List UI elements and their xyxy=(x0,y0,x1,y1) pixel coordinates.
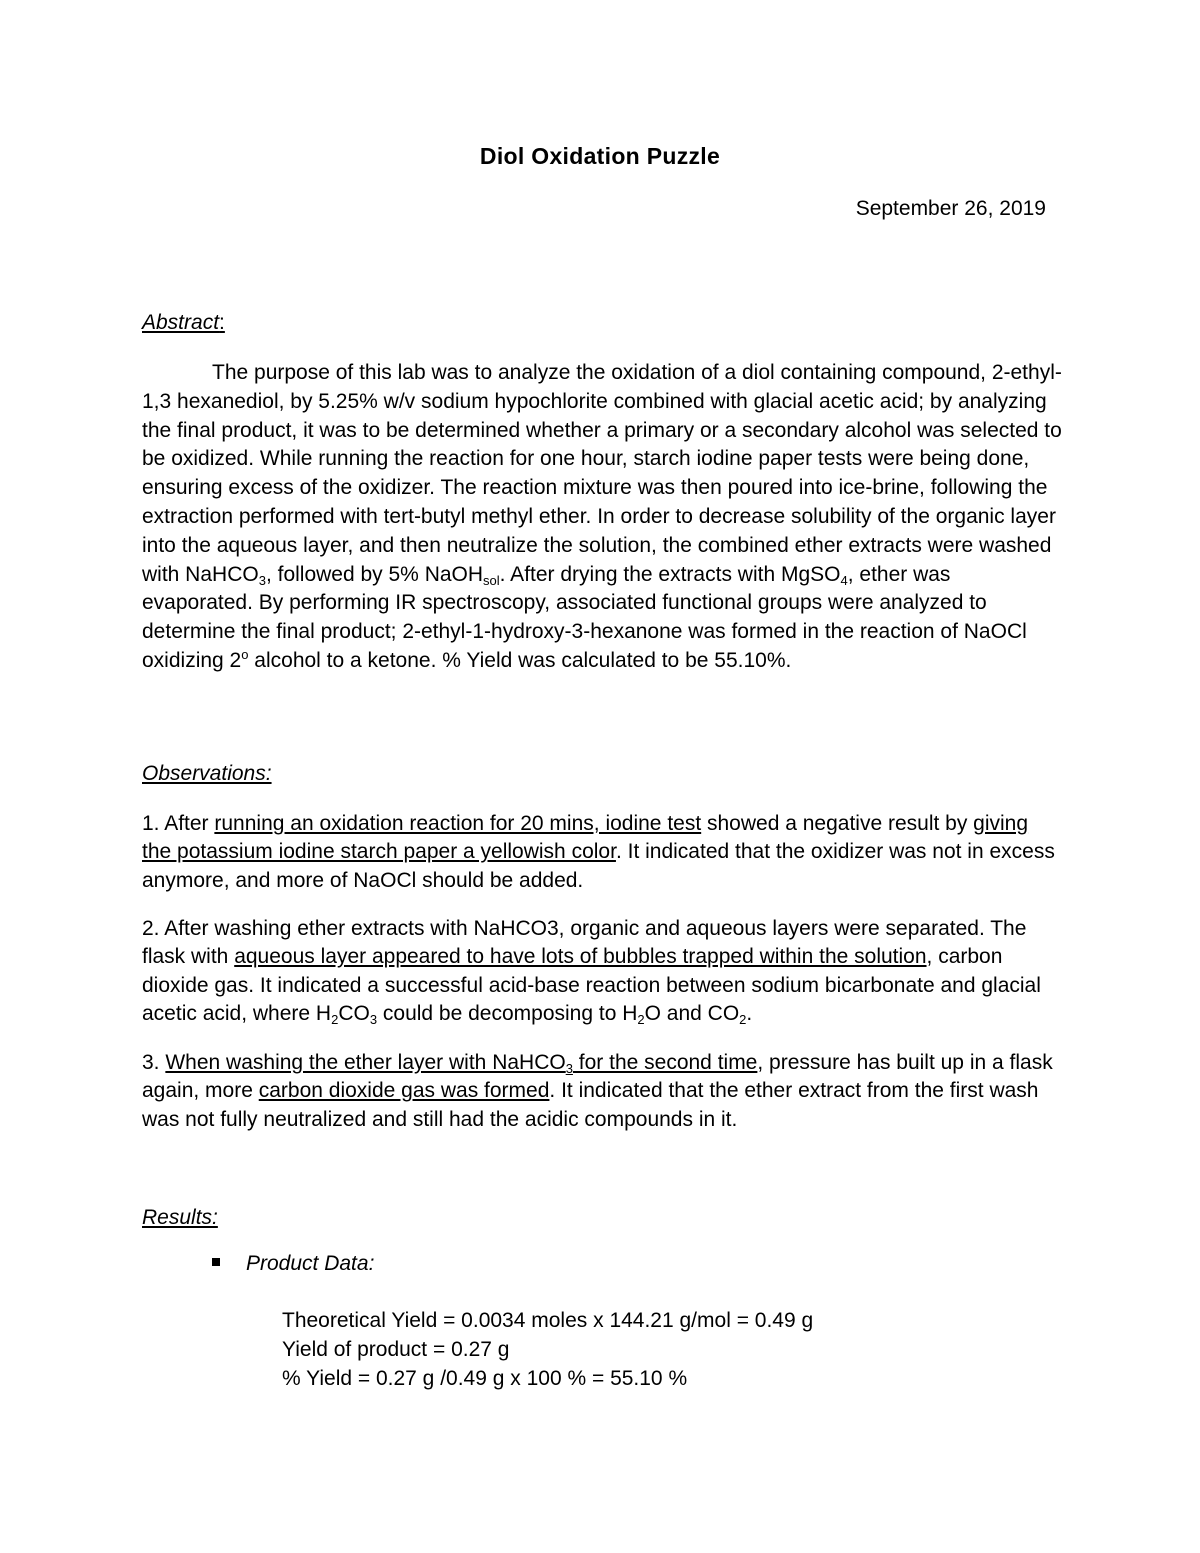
product-data-bullet: Product Data: xyxy=(212,1252,374,1276)
percent-yield: % Yield = 0.27 g /0.49 g x 100 % = 55.10 % xyxy=(282,1367,688,1390)
product-yield: Yield of product = 0.27 g xyxy=(282,1338,510,1361)
document-date: September 26, 2019 xyxy=(855,197,1046,220)
abstract-heading: Abstract: xyxy=(142,311,225,334)
observation-item-2: 2. After washing ether extracts with NaHCO3, organic and aqueous layers were separated. The flask with aqueous layer appeared to have lots of bubbles trapped within the solution, carbon dioxide gas. It indicated a successful acid-base reaction between sodium bicarbonate and glacial acetic acid, where $H_2CO_3$ could be decomposing to $H_2O$ and $CO_2$. xyxy=(142,917,1041,1028)
observations-heading: Observations: xyxy=(142,762,272,785)
abstract-paragraph: The purpose of this lab was to analyze the oxidation of a diol containing compound, 2-ethyl-1,3 hexanediol, by 5.25% w/v sodium hypochlorite combined with glacial acetic acid; by analyzing the final product, it was to be determined whether a primary or a secondary alcohol was selected to be oxidized. While running the reaction for one hour, starch iodine paper tests were being done, ensuring excess of the oxidizer. The reaction mixture was then poured into ice-brine, following the extraction performed with tert-butyl methyl ether. In order to decrease solubility of the organic layer into the aqueous layer, and then neutralize the solution, the combined ether extracts were washed with NaHCO$_3$, followed by 5% NaOH$_{sol}$. After drying the extracts with MgSO$_4$, ether was evaporated. By performing IR spectroscopy, associated functional groups were analyzed to determine the final product; 2-ethyl-1-hydroxy-3-hexanone was formed in the reaction of NaOCl oxidizing 2$^o$ alcohol to a ketone. % Yield was calculated to be 55.10%. xyxy=(142,361,1062,672)
observation-item-1: 1. After running an oxidation reaction for 20 mins, iodine test showed a negative result by giving the potassium iodine starch paper a yellowish color. It indicated that the oxidizer was not in excess anymore, and more of NaOCl should be added. xyxy=(142,812,1055,892)
theoretical-yield: Theoretical Yield = 0.0034 moles x 144.21 g/mol = 0.49 g xyxy=(282,1309,814,1332)
page-title: Diol Oxidation Puzzle xyxy=(479,143,721,169)
results-heading: Results: xyxy=(142,1206,218,1229)
square-bullet-icon xyxy=(212,1258,220,1266)
observation-item-3: 3. When washing the ether layer with NaHCO$_3$ for the second time, pressure has built up in a flask again, more carbon dioxide gas was formed. It indicated that the ether extract from the first wash was not fully neutralized and still had the acidic compounds in it. xyxy=(142,1051,1053,1131)
